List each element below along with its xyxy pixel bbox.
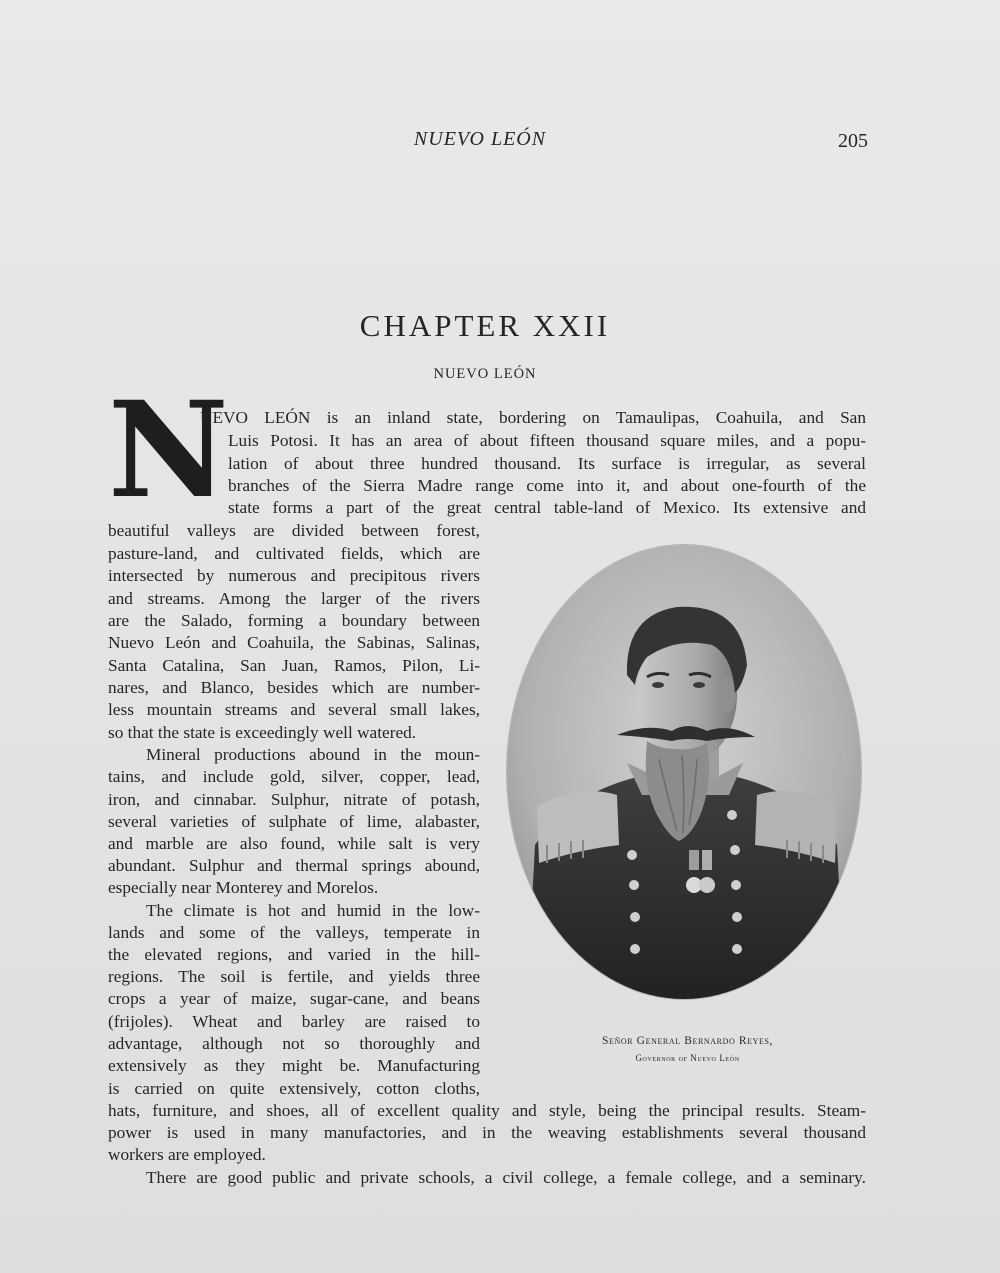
text-line: tains, and include gold, silver, copper, lead, [108, 767, 480, 786]
text-line: Luis Potosi. It has an area of about fifteen thousand square miles, and a popu- [228, 431, 866, 450]
text-line: The climate is hot and humid in the low- [146, 901, 480, 920]
drop-cap: N [108, 373, 229, 528]
text-line: beautiful valleys are divided between forest, [108, 521, 480, 540]
text-line: are the Salado, forming a boundary between [108, 611, 480, 630]
text-line: intersected by numerous and precipitous rivers [108, 566, 480, 585]
chapter-subtitle: NUEVO LEÓN [433, 366, 537, 382]
text-line: (frijoles). Wheat and barley are raised to [108, 1012, 480, 1031]
text-line: branches of the Sierra Madre range come into it, and about one-fourth of the [228, 476, 866, 495]
portrait-illustration [507, 545, 861, 999]
text-line: pasture-land, and cultivated fields, which are [108, 544, 480, 563]
text-line: hats, furniture, and shoes, all of excellent quality and style, being the principal results. Steam- [108, 1101, 866, 1120]
text-line: UEVO LEÓN is an inland state, bordering on Tamaulipas, Coahuila, and San [200, 408, 866, 427]
text-line: crops a year of maize, sugar-cane, and beans [108, 989, 480, 1008]
portrait-photo [507, 545, 861, 999]
text-line: especially near Monterey and Morelos. [108, 878, 379, 897]
chapter-title: CHAPTER XXII [359, 308, 611, 343]
page-number: 205 [838, 130, 868, 152]
running-head [0, 128, 1000, 158]
text-line: advantage, although not so thoroughly and [108, 1034, 480, 1053]
text-line: Santa Catalina, San Juan, Ramos, Pilon, Li- [108, 656, 480, 675]
portrait-caption-name: Señor General Bernardo Reyes, [602, 1035, 773, 1047]
text-line: abundant. Sulphur and thermal springs abound, [108, 856, 480, 875]
text-line: and marble are also found, while salt is very [108, 834, 480, 853]
text-line: state forms a part of the great central table-land of Mexico. Its extensive and [228, 498, 866, 517]
text-line: the elevated regions, and varied in the hill- [108, 945, 480, 964]
text-line: less mountain streams and several small lakes, [108, 700, 480, 719]
text-line: lands and some of the valleys, temperate in [108, 923, 480, 942]
text-line: regions. The soil is fertile, and yields three [108, 967, 480, 986]
text-line: is carried on quite extensively, cotton cloths, [108, 1079, 480, 1098]
text-line: There are good public and private schools, a civil college, a female college, and a seminary. [146, 1168, 866, 1187]
text-line: lation of about three hundred thousand. Its surface is irregular, as several [228, 454, 866, 473]
text-line: power is used in many manufactories, and in the weaving establishments several thousand [108, 1123, 866, 1142]
text-line: Mineral productions abound in the moun- [146, 745, 480, 764]
text-line: and streams. Among the larger of the rivers [108, 589, 480, 608]
portrait-caption-title: Governor of Nuevo León [635, 1053, 740, 1063]
text-line: several varieties of sulphate of lime, alabaster, [108, 812, 480, 831]
text-line: nares, and Blanco, besides which are number- [108, 678, 480, 697]
running-title: NUEVO LEÓN [413, 128, 547, 150]
text-line: Nuevo León and Coahuila, the Sabinas, Salinas, [108, 633, 480, 652]
text-line: so that the state is exceedingly well watered. [108, 723, 417, 742]
text-line: iron, and cinnabar. Sulphur, nitrate of potash, [108, 790, 480, 809]
text-line: extensively as they might be. Manufacturing [108, 1056, 480, 1075]
text-line: workers are employed. [108, 1145, 266, 1164]
